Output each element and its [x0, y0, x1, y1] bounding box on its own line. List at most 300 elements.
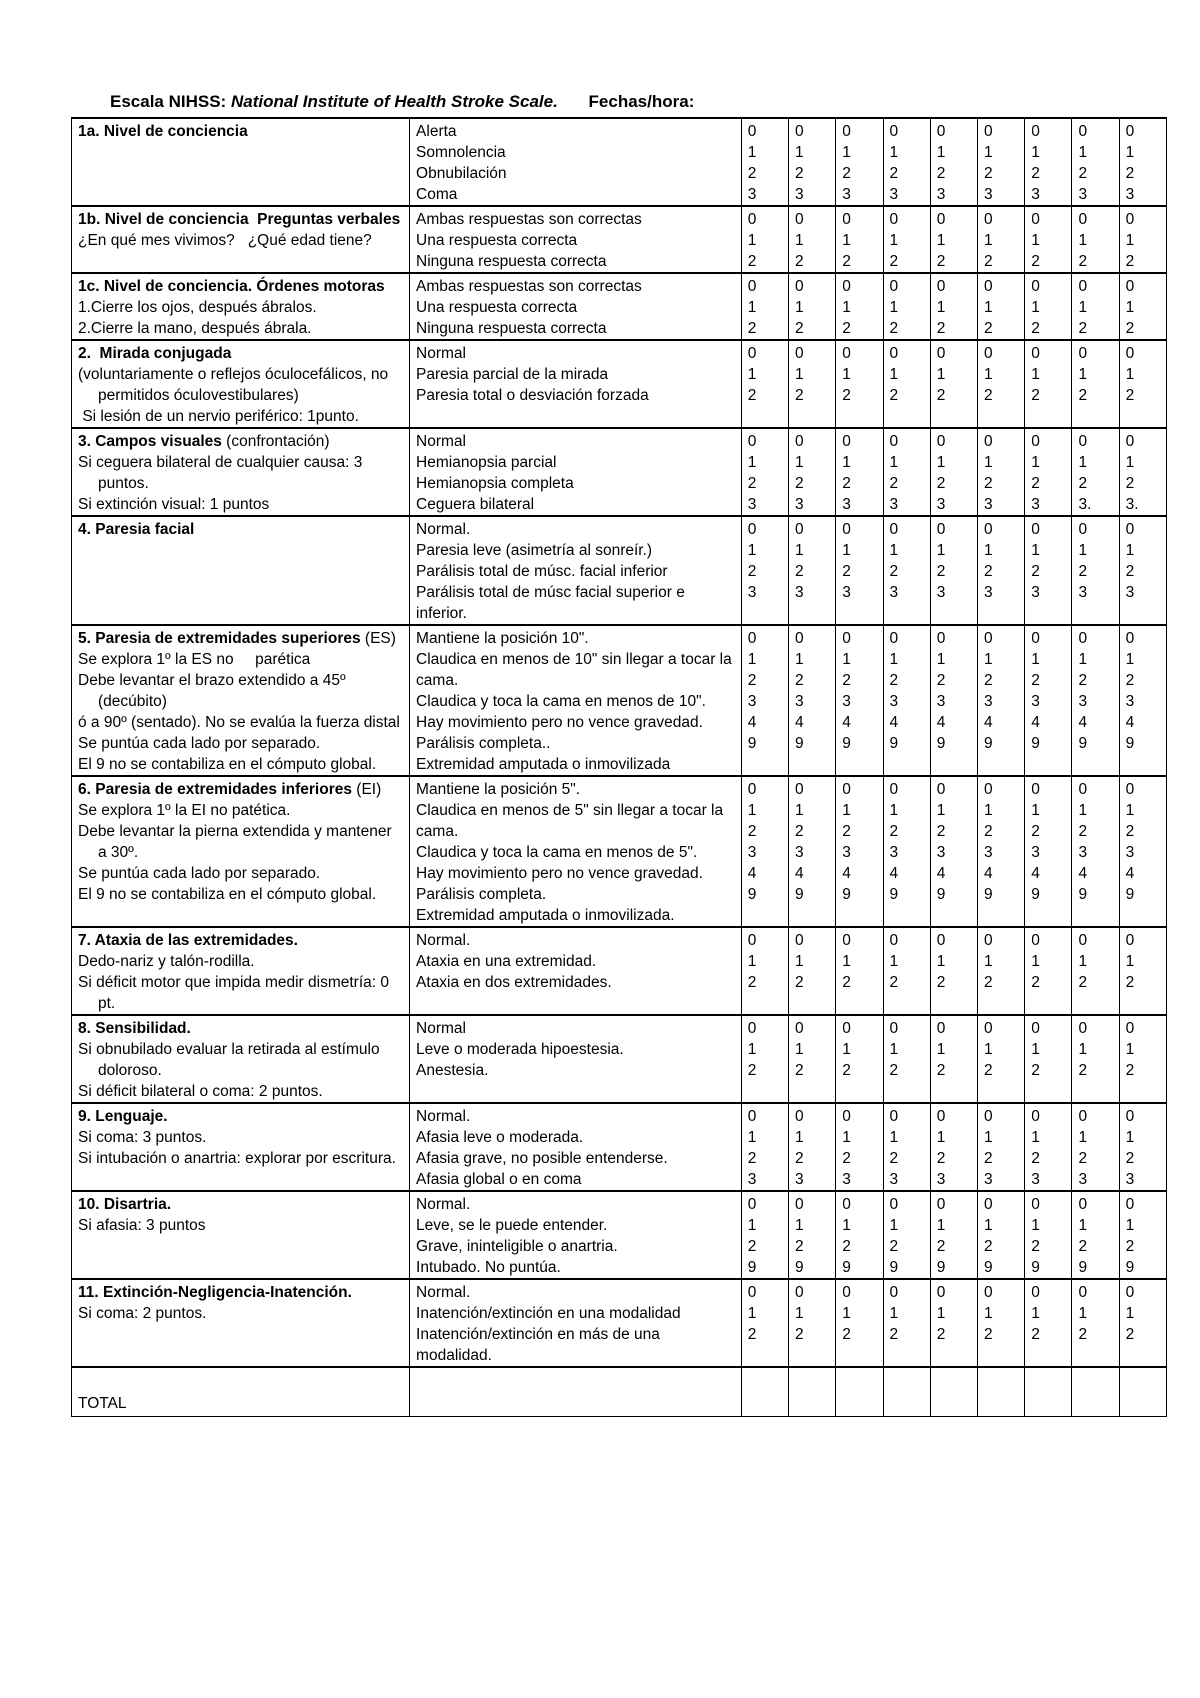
response-option: Normal.	[416, 1196, 471, 1213]
response-option: Hay movimiento pero no vence gravedad.	[416, 865, 703, 882]
score-cell	[930, 1015, 977, 1103]
score-value: 0	[1125, 1196, 1135, 1213]
score-cell	[883, 1015, 930, 1103]
score-cell	[930, 776, 977, 927]
item-title-text: 4. Paresia facial	[78, 521, 195, 538]
score-value: 1	[889, 144, 899, 161]
score-value: 3	[1031, 186, 1040, 203]
score-value: 3	[747, 186, 757, 203]
score-cell	[741, 776, 788, 927]
score-value: 1	[795, 366, 804, 383]
item-row	[72, 927, 1167, 1015]
score-value: 2	[1031, 165, 1040, 182]
score-value: 0	[983, 345, 993, 362]
response-option: Obnubilación	[416, 165, 507, 182]
score-value: 1	[1031, 366, 1040, 383]
item-note: Se puntúa cada lado por separado.	[78, 865, 321, 882]
score-value: 1	[889, 802, 899, 819]
score-cell	[836, 625, 883, 776]
score-value: 0	[1125, 211, 1135, 228]
score-value: 2	[842, 1150, 851, 1167]
score-value: 3	[936, 1171, 946, 1188]
score-value: 1	[795, 1129, 804, 1146]
score-value: 0	[795, 1284, 804, 1301]
score-cell	[1025, 1191, 1072, 1279]
response-option: Claudica y toca la cama en menos de 10".	[416, 693, 706, 710]
score-cell	[836, 1103, 883, 1191]
score-value: 0	[889, 345, 899, 362]
score-value: 3	[1078, 584, 1088, 601]
score-value: 0	[747, 781, 757, 798]
title-prefix: Escala NIHSS:	[110, 92, 227, 111]
total-score-cell	[930, 1367, 977, 1417]
response-option: Afasia grave, no posible entenderse.	[416, 1150, 668, 1167]
score-value: 2	[1078, 823, 1088, 840]
score-value: 2	[983, 320, 993, 337]
score-value: 2	[936, 672, 946, 689]
score-value: 2	[1078, 1326, 1088, 1343]
score-value: 2	[747, 475, 757, 492]
score-value: 3	[1125, 844, 1135, 861]
score-value: 1	[936, 1129, 946, 1146]
response-option: Normal	[416, 433, 466, 450]
score-value: 2	[936, 974, 946, 991]
score-value: 1	[983, 542, 993, 559]
score-cell	[741, 1103, 788, 1191]
score-value: 1	[842, 1041, 851, 1058]
response-option: Intubado. No puntúa.	[416, 1259, 561, 1276]
score-value: 1	[1125, 953, 1135, 970]
score-value: 1	[795, 651, 804, 668]
item-title	[78, 779, 403, 800]
item-row	[72, 428, 1167, 516]
score-value: 9	[983, 1259, 993, 1276]
score-value: 9	[983, 886, 993, 903]
score-value: 0	[1031, 123, 1040, 140]
score-cell	[836, 273, 883, 340]
score-value: 3	[983, 844, 993, 861]
responses-cell	[410, 1279, 742, 1367]
responses-cell	[410, 516, 742, 625]
response-option: Ninguna respuesta correcta	[416, 253, 607, 270]
score-value: 4	[842, 714, 851, 731]
score-cell	[883, 625, 930, 776]
score-value: 4	[983, 714, 993, 731]
score-value: 3	[1031, 693, 1040, 710]
score-value: 1	[936, 1217, 946, 1234]
score-value: 0	[983, 211, 993, 228]
score-value: 0	[1125, 123, 1135, 140]
score-value: 1	[842, 232, 851, 249]
score-value: 1	[795, 953, 804, 970]
score-value: 1	[1078, 542, 1088, 559]
score-value: 3	[936, 584, 946, 601]
score-value: 2	[747, 1062, 757, 1079]
score-value: 3	[983, 186, 993, 203]
score-cell	[1072, 1191, 1119, 1279]
score-value: 1	[795, 802, 804, 819]
item-title	[78, 343, 403, 364]
score-value: 1	[1031, 144, 1040, 161]
score-value: 2	[983, 823, 993, 840]
score-cell	[1119, 273, 1166, 340]
score-value: 2	[1125, 974, 1135, 991]
score-value: 1	[1078, 144, 1088, 161]
score-value: 0	[1078, 781, 1088, 798]
score-value: 2	[889, 253, 899, 270]
score-value: 1	[795, 454, 804, 471]
total-score-cell	[741, 1367, 788, 1417]
score-value: 0	[1125, 345, 1135, 362]
response-option: Claudica en menos de 10" sin llegar a tocar la cama.	[416, 651, 732, 689]
score-value: 1	[983, 299, 993, 316]
score-value: 4	[936, 714, 946, 731]
score-value: 0	[936, 521, 946, 538]
score-value: 0	[1031, 932, 1040, 949]
score-value: 9	[1125, 735, 1135, 752]
score-value: 1	[842, 1129, 851, 1146]
score-value: 2	[1125, 1238, 1135, 1255]
score-cell	[789, 1191, 836, 1279]
score-value: 9	[1078, 1259, 1088, 1276]
total-score-cell	[1025, 1367, 1072, 1417]
score-value: 1	[1125, 144, 1135, 161]
score-value: 0	[889, 1284, 899, 1301]
item-row	[72, 273, 1167, 340]
score-value: 0	[842, 211, 851, 228]
response-option: Claudica y toca la cama en menos de 5".	[416, 844, 698, 861]
response-option: Afasia leve o moderada.	[416, 1129, 584, 1146]
score-cell	[883, 927, 930, 1015]
score-value: 0	[842, 521, 851, 538]
response-option: Hay movimiento pero no vence gravedad.	[416, 714, 703, 731]
score-value: 3	[795, 1171, 804, 1188]
score-cell	[789, 516, 836, 625]
score-value: 2	[936, 387, 946, 404]
score-value: 9	[795, 886, 804, 903]
score-value: 3	[842, 1171, 851, 1188]
score-cell	[1072, 273, 1119, 340]
score-cell	[789, 776, 836, 927]
score-value: 1	[936, 299, 946, 316]
score-cell	[741, 273, 788, 340]
score-value: 0	[1125, 278, 1135, 295]
total-score-cell	[789, 1367, 836, 1417]
score-value: 3	[936, 186, 946, 203]
score-value: 2	[795, 1062, 804, 1079]
score-value: 2	[747, 974, 757, 991]
score-value: 3	[1031, 584, 1040, 601]
document-title	[110, 92, 694, 112]
score-value: 2	[795, 563, 804, 580]
score-value: 0	[983, 278, 993, 295]
score-value: 1	[889, 299, 899, 316]
score-value: 9	[842, 735, 851, 752]
score-value: 0	[1078, 345, 1088, 362]
total-score-cell	[977, 1367, 1024, 1417]
score-value: 2	[795, 823, 804, 840]
score-cell	[836, 1191, 883, 1279]
score-value: 2	[1125, 165, 1135, 182]
score-cell	[930, 1191, 977, 1279]
score-value: 0	[795, 123, 804, 140]
score-value: 1	[842, 542, 851, 559]
score-value: 0	[936, 630, 946, 647]
response-option: Ataxia en dos extremidades.	[416, 974, 612, 991]
responses-cell	[410, 428, 742, 516]
score-value: 1	[1031, 232, 1040, 249]
score-cell	[741, 206, 788, 273]
score-value: 1	[1031, 1129, 1040, 1146]
score-value: 1	[983, 1129, 993, 1146]
item-title-text: 2. Mirada conjugada	[78, 345, 232, 362]
score-value: 0	[842, 433, 851, 450]
score-value: 2	[1078, 253, 1088, 270]
score-value: 0	[889, 1108, 899, 1125]
score-value: 3	[889, 693, 899, 710]
score-cell	[1072, 428, 1119, 516]
responses-cell	[410, 206, 742, 273]
score-value: 1	[1078, 366, 1088, 383]
score-value: 0	[1125, 630, 1135, 647]
score-value: 9	[1078, 886, 1088, 903]
score-value: 3	[889, 844, 899, 861]
item-title-text: 1b. Nivel de conciencia Preguntas verbales	[78, 211, 401, 228]
score-value: 1	[1031, 1041, 1040, 1058]
score-value: 1	[1078, 1217, 1088, 1234]
item-note: 1.Cierre los ojos, después ábralos.	[78, 299, 317, 316]
dates-label: Fechas/hora:	[588, 92, 695, 111]
score-value: 0	[1078, 521, 1088, 538]
score-cell	[836, 776, 883, 927]
score-value: 0	[1031, 1284, 1040, 1301]
total-score-cell	[1119, 1367, 1166, 1417]
score-value: 0	[842, 278, 851, 295]
score-value: 0	[936, 781, 946, 798]
score-cell	[1025, 625, 1072, 776]
score-value: 9	[795, 735, 804, 752]
score-value: 1	[1031, 802, 1040, 819]
score-value: 4	[1125, 865, 1135, 882]
score-value: 2	[1125, 1150, 1135, 1167]
score-cell	[1025, 118, 1072, 206]
score-value: 9	[747, 1259, 757, 1276]
response-option: Una respuesta correcta	[416, 299, 578, 316]
item-note: Debe levantar el brazo extendido a 45º (decúbito)	[78, 672, 350, 710]
response-option: Inatención/extinción en una modalidad	[416, 1305, 681, 1322]
score-value: 1	[1125, 299, 1135, 316]
item-title-suffix: (confrontación)	[221, 433, 330, 450]
score-value: 0	[889, 211, 899, 228]
score-cell	[836, 1015, 883, 1103]
score-value: 2	[1078, 387, 1088, 404]
total-blank	[410, 1367, 742, 1417]
score-value: 0	[889, 781, 899, 798]
score-value: 2	[842, 672, 851, 689]
response-option: Extremidad amputada o inmovilizada	[416, 756, 671, 773]
score-value: 1	[983, 232, 993, 249]
score-value: 3	[747, 844, 757, 861]
score-value: 2	[889, 1238, 899, 1255]
score-value: 2	[889, 563, 899, 580]
item-row	[72, 118, 1167, 206]
score-value: 0	[936, 278, 946, 295]
score-value: 2	[795, 1150, 804, 1167]
score-cell	[1072, 776, 1119, 927]
total-score-cell	[883, 1367, 930, 1417]
score-cell	[1072, 340, 1119, 428]
score-value: 0	[889, 123, 899, 140]
score-cell	[930, 625, 977, 776]
score-value: 0	[889, 521, 899, 538]
score-value: 2	[1031, 823, 1040, 840]
score-value: 1	[936, 802, 946, 819]
score-value: 0	[795, 1020, 804, 1037]
item-row	[72, 206, 1167, 273]
response-option: Grave, ininteligible o anartria.	[416, 1238, 618, 1255]
score-cell	[883, 273, 930, 340]
score-value: 1	[747, 651, 757, 668]
item-note: Si lesión de un nervio periférico: 1punto.	[78, 408, 359, 425]
score-value: 0	[936, 123, 946, 140]
score-value: 1	[795, 144, 804, 161]
score-value: 0	[747, 521, 757, 538]
score-value: 9	[1125, 1259, 1135, 1276]
score-value: 1	[889, 1129, 899, 1146]
score-cell	[1119, 428, 1166, 516]
item-cell	[72, 206, 410, 273]
response-option: Normal.	[416, 1284, 471, 1301]
score-value: 1	[936, 651, 946, 668]
score-value: 2	[1125, 563, 1135, 580]
score-cell	[1025, 1279, 1072, 1367]
score-cell	[930, 340, 977, 428]
score-value: 2	[1078, 320, 1088, 337]
item-row	[72, 1103, 1167, 1191]
score-value: 0	[795, 521, 804, 538]
score-cell	[789, 206, 836, 273]
score-value: 1	[936, 542, 946, 559]
score-value: 2	[1031, 1062, 1040, 1079]
score-value: 9	[936, 886, 946, 903]
item-note: El 9 no se contabiliza en el cómputo global.	[78, 756, 377, 773]
score-value: 1	[1031, 953, 1040, 970]
score-value: 9	[1078, 735, 1088, 752]
response-option: Extremidad amputada o inmovilizada.	[416, 907, 675, 924]
response-option: Claudica en menos de 5" sin llegar a tocar la cama.	[416, 802, 724, 840]
item-cell	[72, 1191, 410, 1279]
score-value: 3	[936, 693, 946, 710]
score-value: 3	[842, 844, 851, 861]
score-value: 1	[842, 1305, 851, 1322]
score-value: 0	[1031, 521, 1040, 538]
item-note: Si intubación o anartria: explorar por escritura.	[78, 1150, 396, 1167]
item-note: El 9 no se contabiliza en el cómputo global.	[78, 886, 377, 903]
score-value: 1	[936, 1041, 946, 1058]
item-cell	[72, 273, 410, 340]
score-value: 0	[1125, 433, 1135, 450]
score-value: 2	[795, 165, 804, 182]
score-cell	[930, 927, 977, 1015]
score-cell	[977, 1191, 1024, 1279]
score-value: 0	[842, 1196, 851, 1213]
score-cell	[1119, 516, 1166, 625]
score-value: 2	[983, 1150, 993, 1167]
score-value: 2	[747, 1326, 757, 1343]
score-value: 3	[1125, 584, 1135, 601]
score-value: 0	[842, 1108, 851, 1125]
score-cell	[930, 428, 977, 516]
score-cell	[741, 516, 788, 625]
score-value: 0	[747, 630, 757, 647]
score-value: 0	[747, 932, 757, 949]
response-option: Mantiene la posición 10".	[416, 630, 589, 647]
score-value: 3	[795, 693, 804, 710]
item-cell	[72, 1015, 410, 1103]
response-option: Alerta	[416, 123, 457, 140]
item-note: (voluntariamente o reflejos óculocefálicos, no permitidos óculovestibulares)	[78, 366, 393, 404]
score-value: 0	[795, 278, 804, 295]
response-option: Afasia global o en coma	[416, 1171, 582, 1188]
item-title	[78, 1106, 403, 1127]
response-option: Parálisis completa.	[416, 886, 547, 903]
response-option: Mantiene la posición 5".	[416, 781, 581, 798]
score-value: 0	[1125, 932, 1135, 949]
score-value: 3	[747, 584, 757, 601]
score-value: 2	[842, 165, 851, 182]
score-value: 1	[889, 651, 899, 668]
score-value: 1	[842, 802, 851, 819]
score-value: 0	[1031, 433, 1040, 450]
score-value: 3	[842, 496, 851, 513]
score-value: 1	[1031, 651, 1040, 668]
score-cell	[930, 273, 977, 340]
score-value: 2	[747, 1238, 757, 1255]
score-value: 9	[842, 1259, 851, 1276]
score-value: 2	[936, 1062, 946, 1079]
score-value: 3	[936, 496, 946, 513]
response-option: Paresia leve (asimetría al sonreír.)	[416, 542, 653, 559]
item-note: ¿En qué mes vivimos? ¿Qué edad tiene?	[78, 232, 372, 249]
score-value: 0	[747, 345, 757, 362]
score-value: 0	[983, 521, 993, 538]
score-value: 2	[1078, 1150, 1088, 1167]
score-value: 4	[795, 865, 804, 882]
item-title-text: 1a. Nivel de conciencia	[78, 123, 248, 140]
score-cell	[789, 927, 836, 1015]
item-note: Dedo-nariz y talón-rodilla.	[78, 953, 255, 970]
score-value: 2	[747, 823, 757, 840]
score-value: 1	[889, 1041, 899, 1058]
response-option: Normal	[416, 1020, 466, 1037]
score-value: 0	[889, 932, 899, 949]
score-value: 2	[842, 387, 851, 404]
score-cell	[741, 1279, 788, 1367]
score-value: 2	[889, 1150, 899, 1167]
score-value: 1	[842, 366, 851, 383]
score-value: 1	[795, 299, 804, 316]
score-value: 2	[795, 974, 804, 991]
score-value: 2	[983, 1062, 993, 1079]
score-value: 4	[1031, 865, 1040, 882]
score-value: 2	[842, 320, 851, 337]
response-option: Paresia parcial de la mirada	[416, 366, 609, 383]
score-value: 2	[1125, 672, 1135, 689]
score-value: 9	[1125, 886, 1135, 903]
item-title-text: 8. Sensibilidad.	[78, 1020, 191, 1037]
item-title-text: 5. Paresia de extremidades superiores	[78, 630, 361, 647]
score-value: 0	[1078, 433, 1088, 450]
